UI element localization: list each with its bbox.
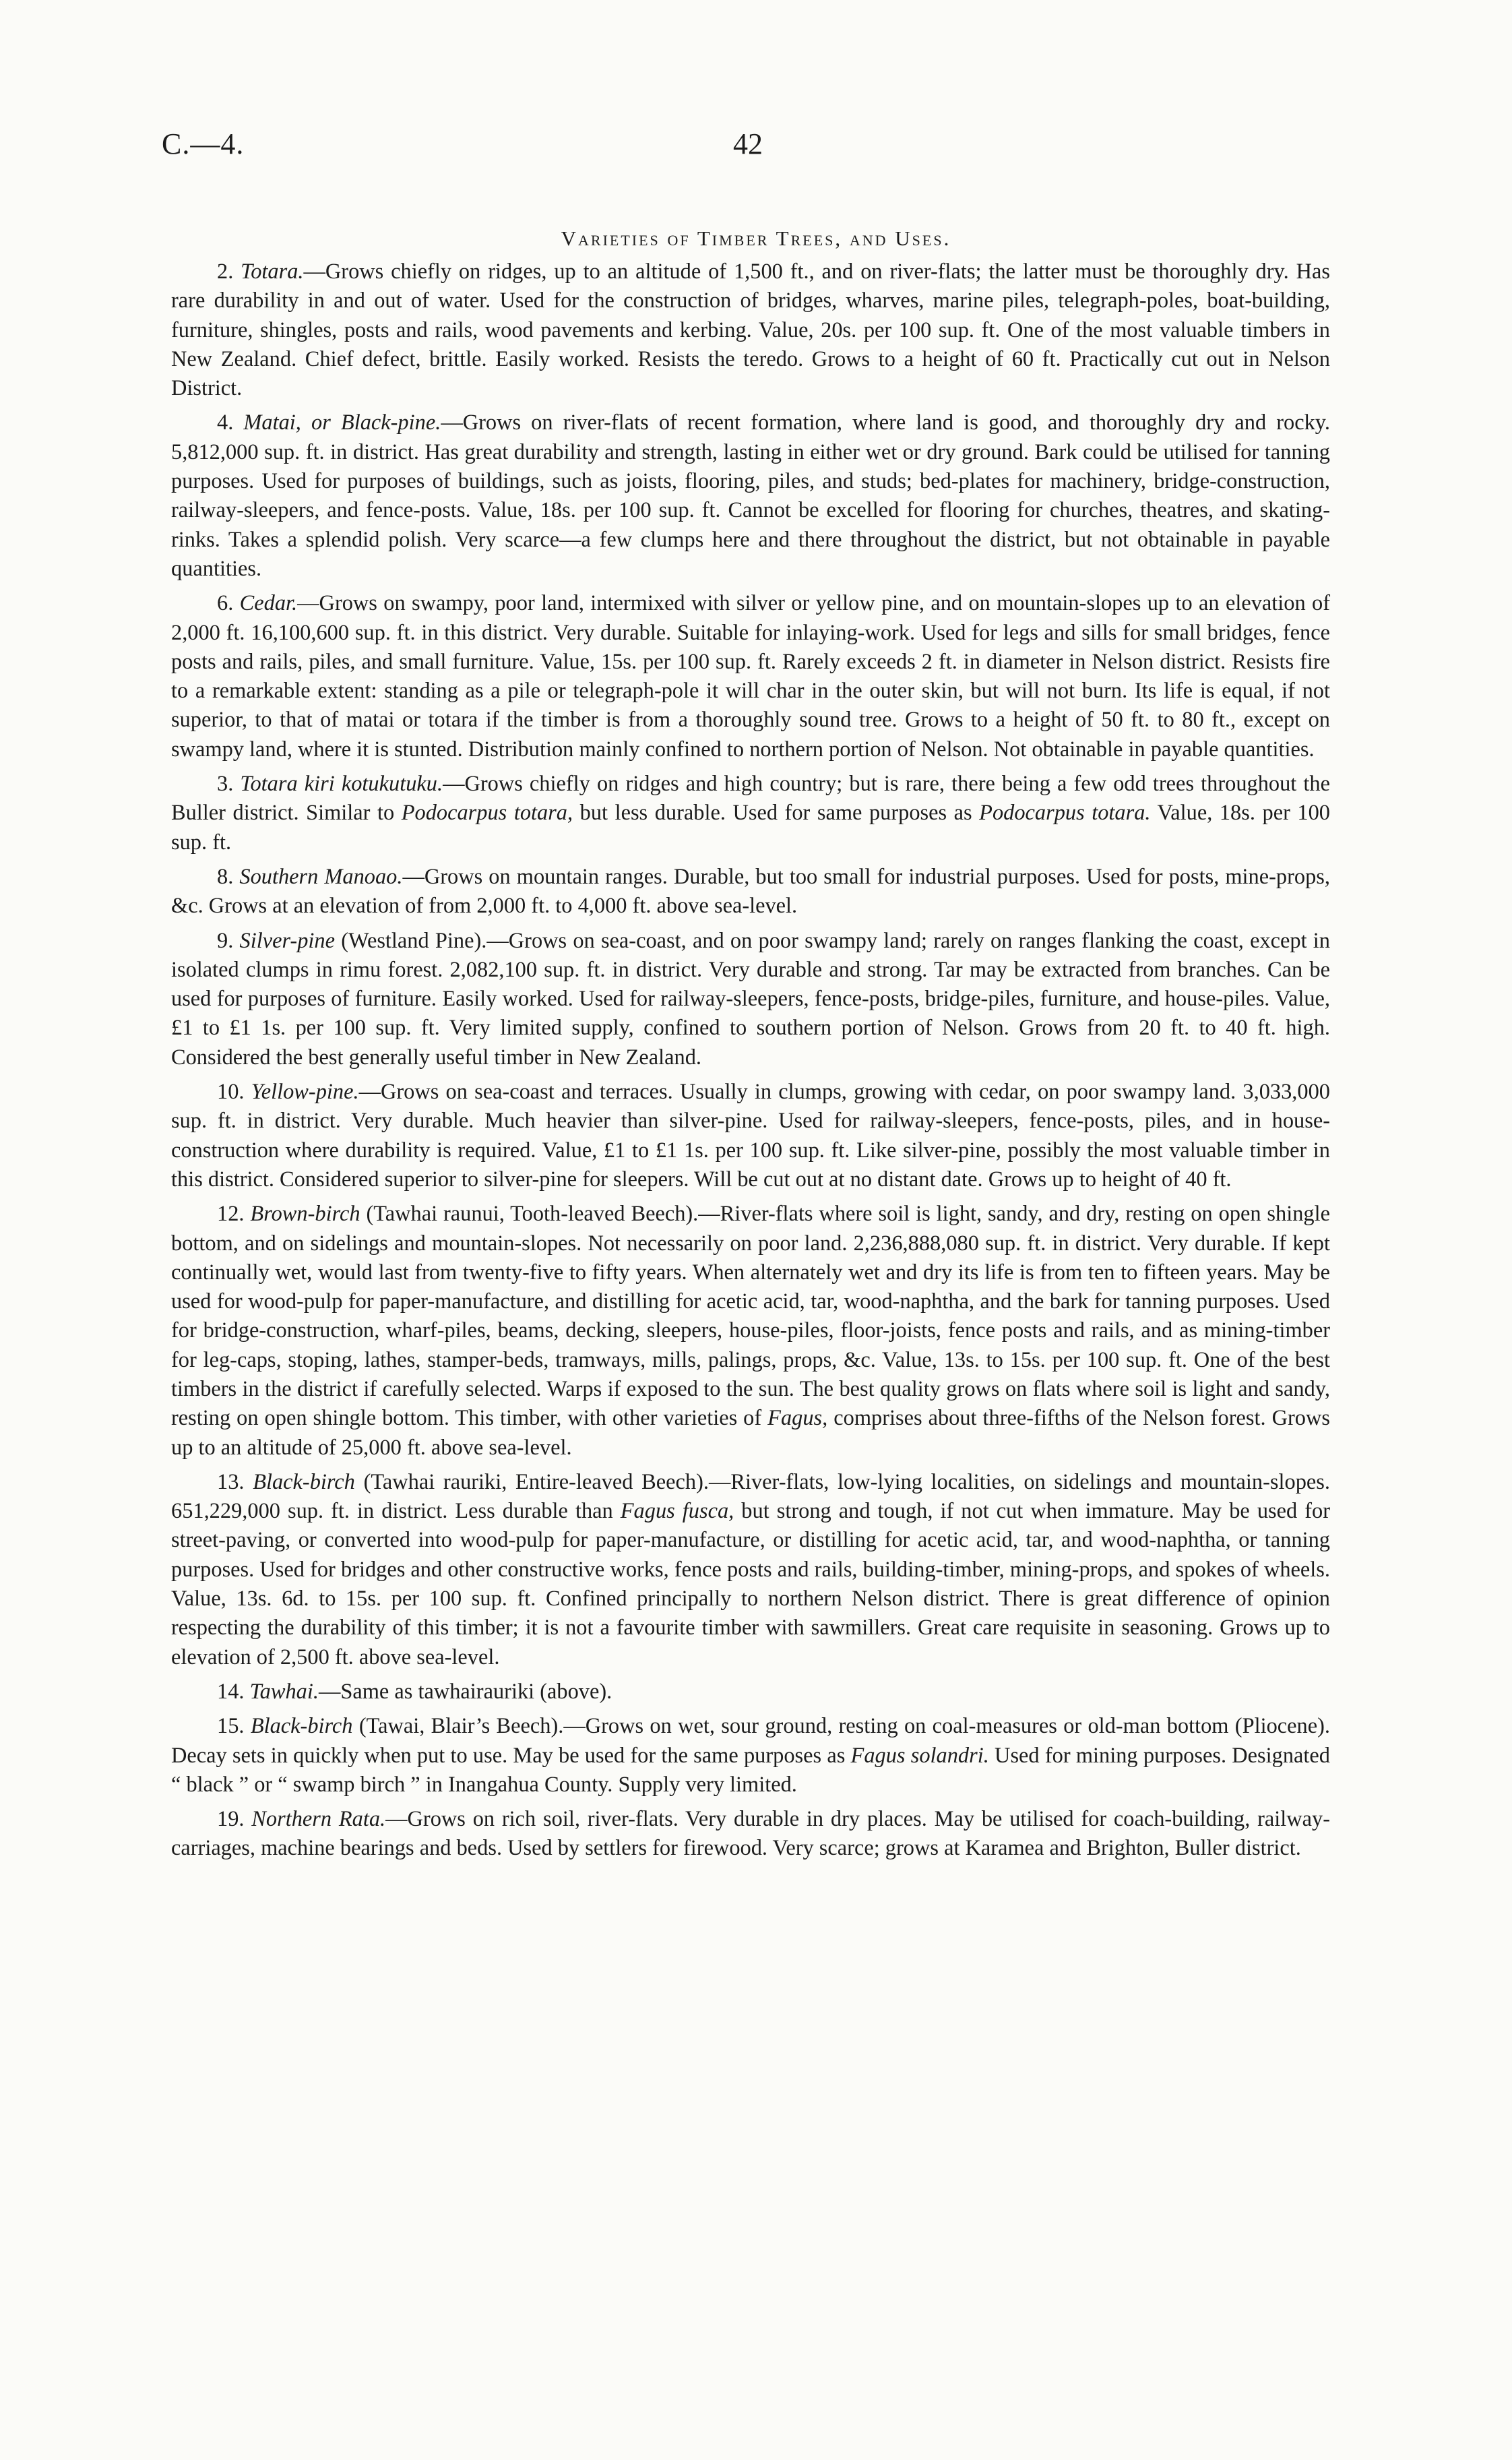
entry-name: Northern Rata. — [251, 1807, 386, 1832]
entry-name: Matai, or Black-pine. — [243, 410, 441, 435]
entry-brown-birch: 12. Brown-birch (Tawhai raunui, Tooth-leaved Beech).—River-flats where soil is light, sandy, and dry, resting on open shingle bottom, and on sidelings and mountain-slopes. Not necessarily on poor land. 2,236,888,080 sup. ft. in district. Very durable. If kept continually wet, would last from twenty-five to fifty years. When alternately wet and dry its life is from ten to fifteen years. May be used for wood-pulp for paper-manufacture, and distilling for acetic acid, tar, wood-naphtha, and the bark for tanning purposes. Used for bridge-construction, wharf-piles, beams, decking, sleepers, house-piles, floor-joists, fence posts and rails, and as mining-timber for leg-caps, stoping, lathes, stamper-beds, tramways, mills, palings, props, &c. Value, 13s. to 15s. per 100 sup. ft. One of the best timbers in the district if carefully selected. Warps if exposed to the sun. The best quality grows on flats where soil is light and sandy, resting on open shingle bottom. This timber, with other varieties of Fagus, comprises about three-fifths of the Nelson forest. Grows up to an altitude of 25,000 ft. above sea-level. — [171, 1202, 1330, 1460]
entry-yellow-pine: 10. Yellow-pine.—Grows on sea-coast and terraces. Usually in clumps, growing with cedar, on poor swampy land. 3,033,000 sup. ft. in district. Very durable. Much heavier than silver-pine. Used for railway-sleepers, fence-posts, piles, and in house-construction where durability is required. Value, £1 to £1 1s. per 100 sup. ft. Like silver-pine, possibly the most valuable timber in this district. Considered superior to silver-pine for sleepers. Will be cut out at no distant date. Grows up to height of 40 ft. — [171, 1080, 1330, 1192]
entry-text: —Same as tawhairauriki (above). — [318, 1679, 612, 1704]
entry-name: Southern Manoao. — [239, 864, 403, 889]
entry-name: Totara kiri kotukutuku. — [240, 772, 443, 797]
entry-text: —Grows on river-flats of recent formation, where land is good, and thoroughly dry and rocky. 5,812,000 sup. ft. in district. Has great durability and strength, lasting in either wet or dry ground. Bark could be utilised for tanning purposes. Used for purposes of buildings, such as joists, flooring, piles, and studs; bed-plates for machinery, bridge-construction, railway-sleepers, and fence-posts. Value, 18s. per 100 sup. ft. Cannot be excelled for flooring for churches, theatres, and skating-rinks. Takes a splendid polish. Very scarce—a few clumps here and there throughout the district, but not obtainable in payable quantities. — [171, 410, 1330, 581]
entry-name: Silver-pine — [239, 928, 335, 953]
entry-name: Black-birch — [250, 1714, 353, 1739]
entry-totara: 2. Totara.—Grows chiefly on ridges, up to an altitude of 1,500 ft., and on river-flats; the latter must be thoroughly dry. Has rare durability in and out of water. Used for the construction of bridges, wharves, marine piles, telegraph-poles, boat-building, furniture, shingles, posts and rails, wood pavements and kerbing. Value, 20s. per 100 sup. ft. One of the most valuable timbers in New Zealand. Chief defect, brittle. Easily worked. Resists the teredo. Grows to a height of 60 ft. Practically cut out in Nelson District. — [171, 259, 1330, 401]
entry-tawhai: 14. Tawhai.—Same as tawhairauriki (above). — [217, 1679, 612, 1704]
entry-name: Brown-birch — [250, 1202, 360, 1227]
entry-black-birch-rauriki: 13. Black-birch (Tawhai rauriki, Entire-leaved Beech).—River-flats, low-lying localities, on sidelings and mountain-slopes. 651,229,000 sup. ft. in district. Less durable than Fagus fusca, but strong and tough, if not cut when immature. May be used for street-paving, or converted into wood-pulp for paper-manufacture, or distilling for acetic acid, tar, and wood-naphtha, or tanning purposes. Used for bridges and other constructive works, fence posts and rails, building-timber, mining-props, and spokes of wheels. Value, 13s. 6d. to 15s. per 100 sup. ft. Confined principally to northern Nelson district. There is great difference of opinion respecting the durability of this timber; it is not a favourite timber with sawmillers. Great care requisite in seasoning. Grows up to elevation of 2,500 ft. above sea-level. — [171, 1469, 1330, 1669]
entry-name: Totara. — [241, 259, 304, 284]
entry-cedar: 6. Cedar.—Grows on swampy, poor land, intermixed with silver or yellow pine, and on mountain-slopes up to an elevation of 2,000 ft. 16,100,600 sup. ft. in this district. Very durable. Suitable for inlaying-work. Used for legs and sills for small bridges, fence posts and rails, piles, and small furniture. Value, 15s. per 100 sup. ft. Rarely exceeds 2 ft. in diameter in Nelson district. Resists fire to a remarkable extent: standing as a pile or telegraph-pole it will char in the outer skin, but will not burn. Its life is equal, if not superior, to that of matai or totara if the timber is from a thoroughly sound tree. Grows to a height of 50 ft. to 80 ft., except on swampy land, where it is stunted. Distribution mainly confined to northern portion of Nelson. Not obtainable in payable quantities. — [171, 591, 1330, 762]
entry-text: —Grows on mountain ranges. Durable, but too small for industrial purposes. Used for posts, mine-props, &c. Grows at an elevation of from 2,000 ft. to 4,000 ft. above sea-level. — [171, 864, 1330, 919]
page-number: 42 — [733, 127, 763, 160]
entry-southern-manoao: 8. Southern Manoao.—Grows on mountain ranges. Durable, but too small for industrial purposes. Used for posts, mine-props, &c. Grows at an elevation of from 2,000 ft. to 4,000 ft. above sea-level. — [171, 864, 1330, 919]
entry-name: Yellow-pine. — [251, 1080, 359, 1105]
entry-text: —Grows on rich soil, river-flats. Very durable in dry places. May be utilised for coach-building, railway-carriages, machine bearings and beds. Used by settlers for firewood. Very scarce; grows at Karamea and Brighton, Buller district. — [171, 1807, 1330, 1861]
entry-matai: 4. Matai, or Black-pine.—Grows on river-flats of recent formation, where land is good, and thoroughly dry and rocky. 5,812,000 sup. ft. in district. Has great durability and strength, lasting in either wet or dry ground. Bark could be utilised for tanning purposes. Used for purposes of buildings, such as joists, flooring, piles, and studs; bed-plates for machinery, bridge-construction, railway-sleepers, and fence-posts. Value, 18s. per 100 sup. ft. Cannot be excelled for flooring for churches, theatres, and skating-rinks. Takes a splendid polish. Very scarce—a few clumps here and there throughout the district, but not obtainable in payable quantities. — [171, 410, 1330, 581]
entry-text: —Grows on sea-coast and terraces. Usually in clumps, growing with cedar, on poor swampy land. 3,033,000 sup. ft. in district. Very durable. Much heavier than silver-pine. Used for railway-sleepers, fence-posts, piles, and in house-construction where durability is required. Value, £1 to £1 1s. per 100 sup. ft. Like silver-pine, possibly the most valuable timber in this district. Considered superior to silver-pine for sleepers. Will be cut out at no distant date. Grows up to height of 40 ft. — [171, 1080, 1330, 1192]
entry-silver-pine: 9. Silver-pine (Westland Pine).—Grows on sea-coast, and on poor swampy land; rarely on ranges flanking the coast, except in isolated clumps in rimu forest. 2,082,100 sup. ft. in district. Very durable and strong. Tar may be extracted from branches. Can be used for purposes of furniture. Easily worked. Used for railway-sleepers, fence-posts, bridge-piles, furniture, and house-piles. Value, £1 to £1 1s. per 100 sup. ft. Very limited supply, confined to southern portion of Nelson. Grows from 20 ft. to 40 ft. high. Considered the best generally useful timber in New Zealand. — [171, 928, 1330, 1070]
entry-northern-rata: 19. Northern Rata.—Grows on rich soil, river-flats. Very durable in dry places. May be utilised for coach-building, railway-carriages, machine bearings and beds. Used by settlers for firewood. Very scarce; grows at Karamea and Brighton, Buller district. — [171, 1807, 1330, 1861]
entry-totara-kiri-kotukutuku: 3. Totara kiri kotukutuku.—Grows chiefly on ridges and high country; but is rare, there being a few odd trees throughout the Buller district. Similar to Podocarpus totara, but less durable. Used for same purposes as Podocarpus totara. Value, 18s. per 100 sup. ft. — [171, 772, 1330, 855]
entry-name: Black-birch — [253, 1469, 355, 1494]
section-title: Varieties of Timber Trees, and Uses. — [561, 226, 951, 250]
entry-black-birch-tawai: 15. Black-birch (Tawai, Blair’s Beech).—Grows on wet, sour ground, resting on coal-measures or old-man bottom (Pliocene). Decay sets in quickly when put to use. May be used for the same purposes as Fagus solandri. Used for mining purposes. Designated “ black ” or “ swamp birch ” in Inangahua County. Supply very limited. — [171, 1714, 1331, 1797]
page-reference: C.—4. — [162, 127, 245, 160]
entry-name: Cedar. — [239, 591, 298, 616]
entries-body — [171, 257, 1330, 1869]
entry-text: —Grows on swampy, poor land, intermixed with silver or yellow pine, and on mountain-slopes up to an elevation of 2,000 ft. 16,100,600 sup. ft. in this district. Very durable. Suitable for inlaying-work. Used for legs and sills for small bridges, fence posts and rails, piles, and small furniture. Value, 15s. per 100 sup. ft. Rarely exceeds 2 ft. in diameter in Nelson district. Resists fire to a remarkable extent: standing as a pile or telegraph-pole it will char in the outer skin, but will not burn. Its life is equal, if not superior, to that of matai or totara if the timber is from a thoroughly sound tree. Grows to a height of 50 ft. to 80 ft., except on swampy land, where it is stunted. Distribution mainly confined to northern portion of Nelson. Not obtainable in payable quantities. — [171, 591, 1330, 762]
entry-text: (Westland Pine).—Grows on sea-coast, and on poor swampy land; rarely on ranges flanking the coast, except in isolated clumps in rimu forest. 2,082,100 sup. ft. in district. Very durable and strong. Tar may be extracted from branches. Can be used for purposes of furniture. Easily worked. Used for railway-sleepers, fence-posts, bridge-piles, furniture, and house-piles. Value, £1 to £1 1s. per 100 sup. ft. Very limited supply, confined to southern portion of Nelson. Grows from 20 ft. to 40 ft. high. Considered the best generally useful timber in New Zealand. — [171, 928, 1330, 1070]
entry-text: —Grows chiefly on ridges, up to an altitude of 1,500 ft., and on river-flats; the latter must be thoroughly dry. Has rare durability in and out of water. Used for the construction of bridges, wharves, marine piles, telegraph-poles, boat-building, furniture, shingles, posts and rails, wood pavements and kerbing. Value, 20s. per 100 sup. ft. One of the most valuable timbers in New Zealand. Chief defect, brittle. Easily worked. Resists the teredo. Grows to a height of 60 ft. Practically cut out in Nelson District. — [171, 259, 1330, 401]
entry-name: Tawhai. — [249, 1679, 319, 1704]
